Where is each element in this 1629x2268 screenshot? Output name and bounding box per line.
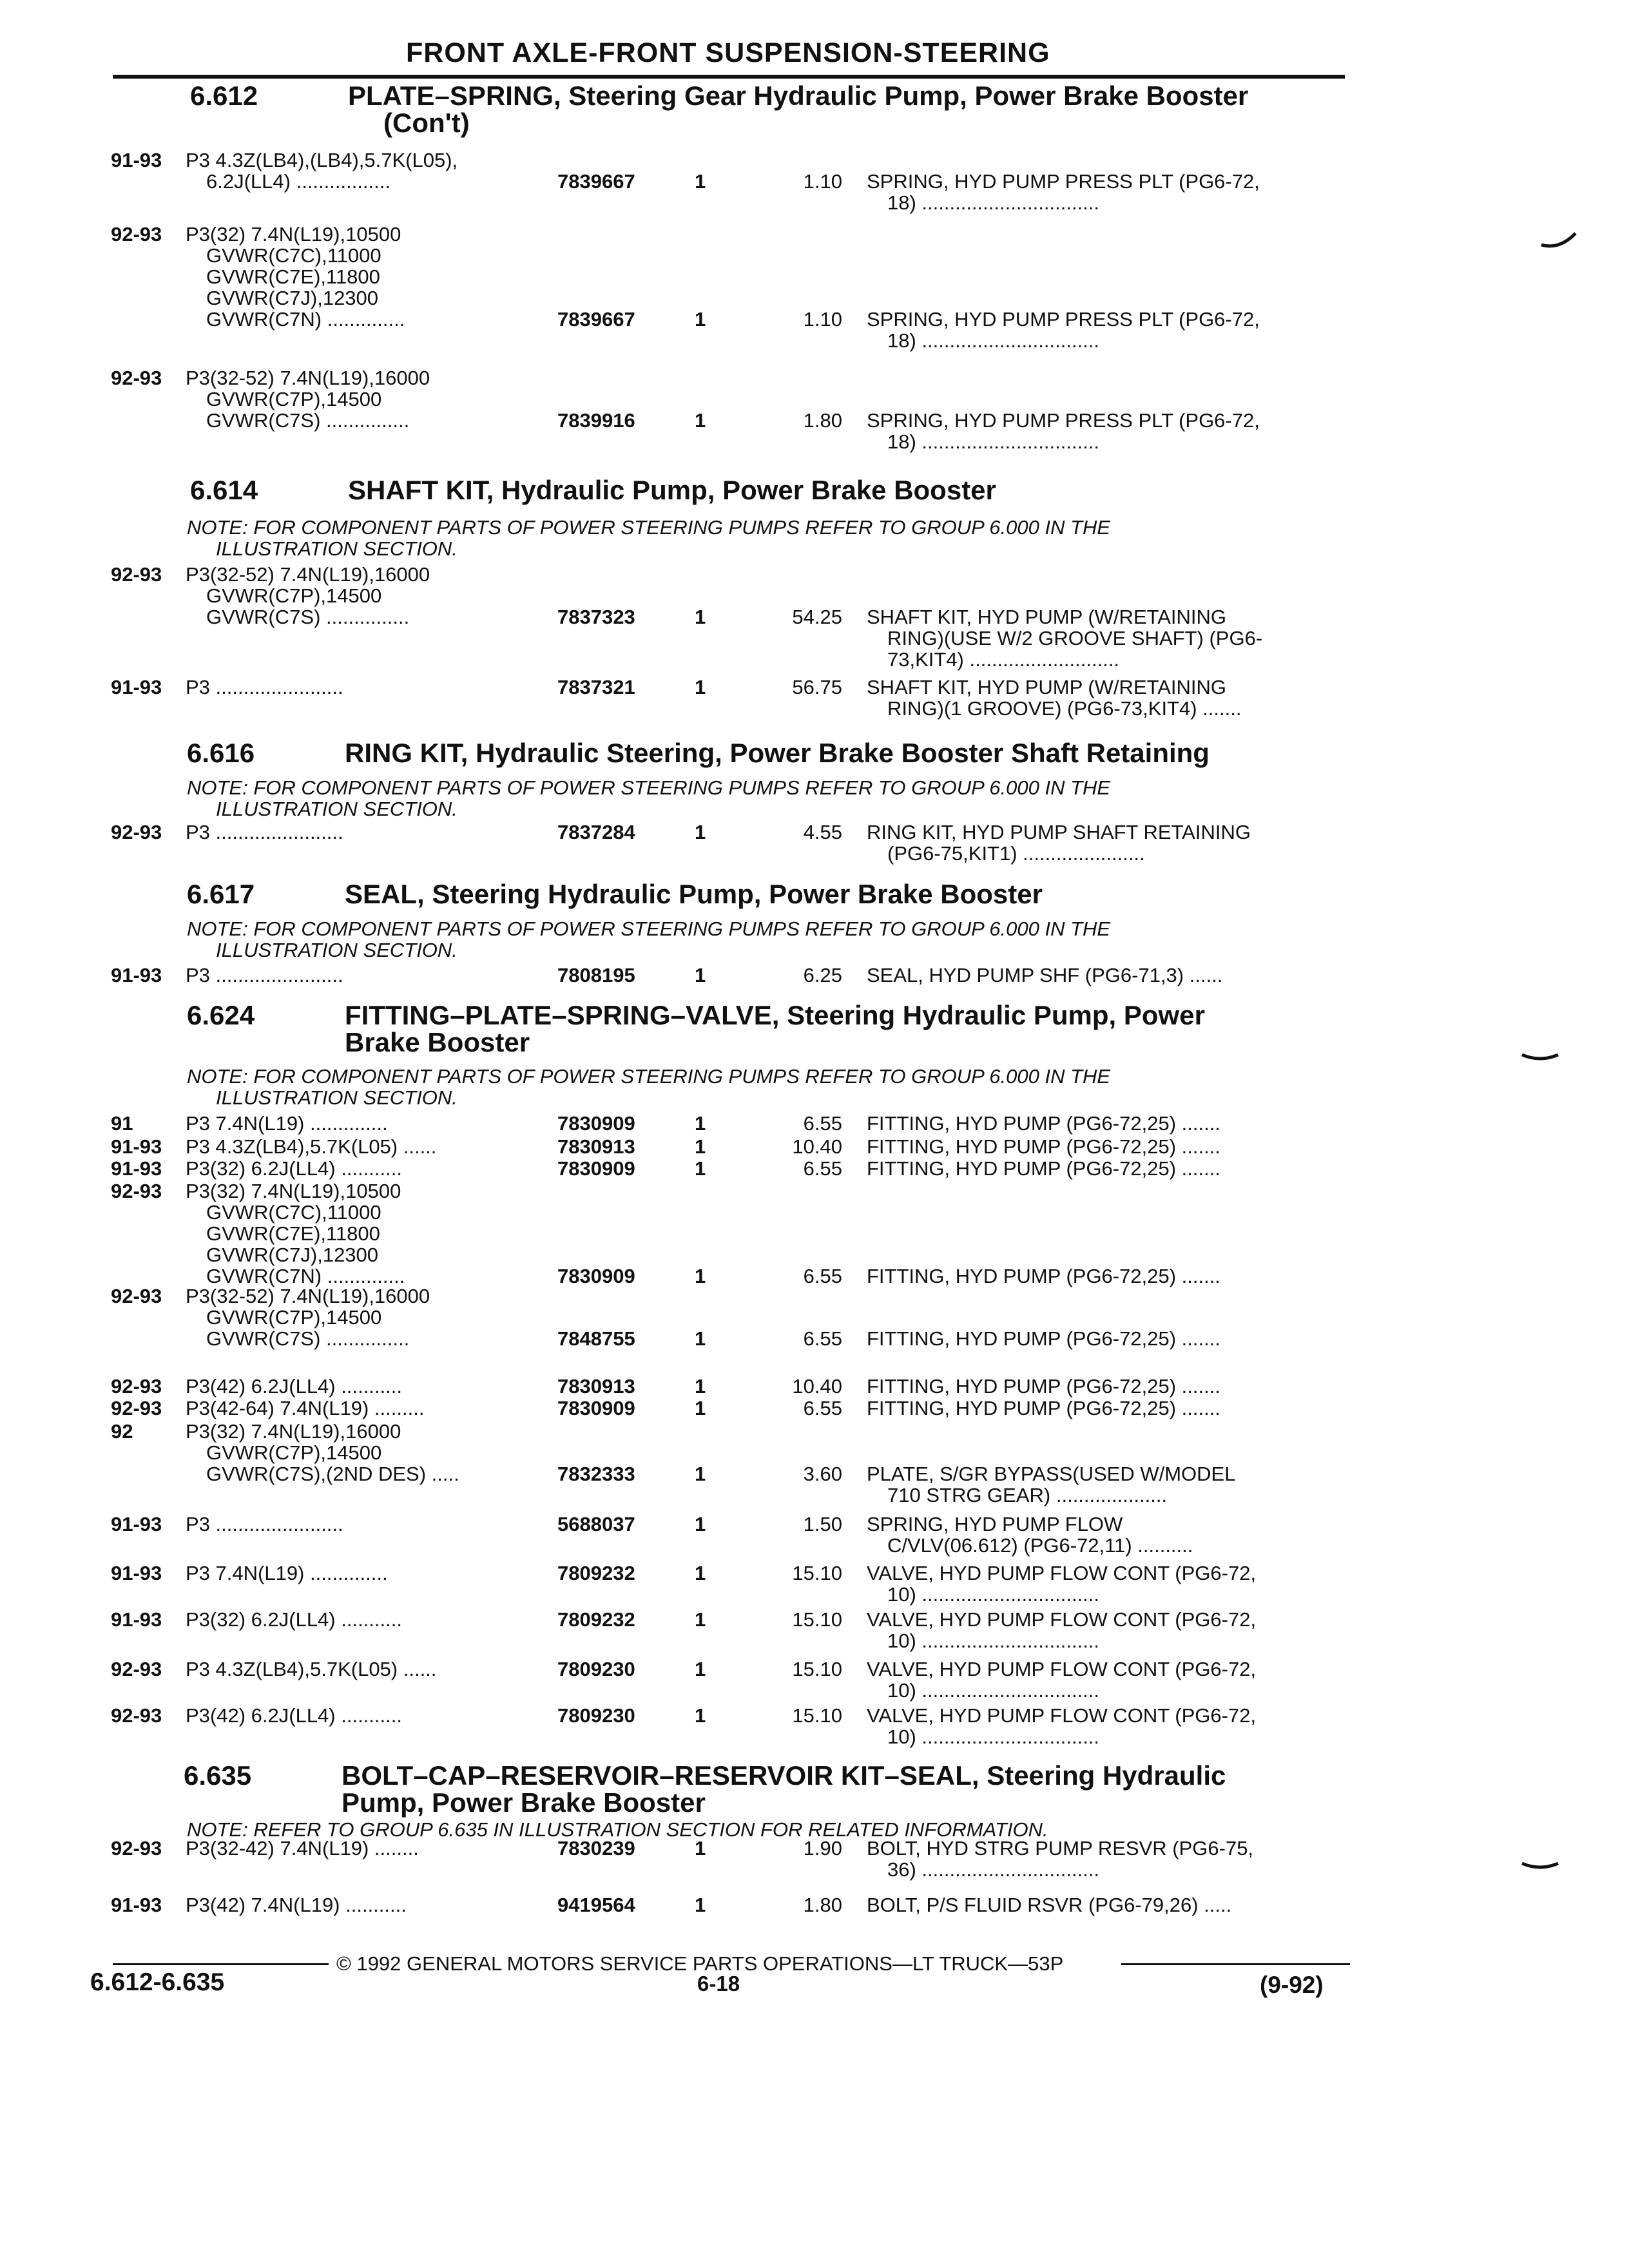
description-line: 10) ................................ <box>887 1679 1100 1702</box>
price: 3.60 <box>803 1463 842 1485</box>
description-line: FITTING, HYD PUMP (PG6-72,25) ....... <box>867 1265 1220 1287</box>
section-title <box>345 881 1479 908</box>
description-line: SHAFT KIT, HYD PUMP (W/RETAINING <box>867 676 1227 698</box>
model-line: GVWR(C7C),11000 <box>206 1201 381 1224</box>
model-line: P3 4.3Z(LB4),5.7K(L05) ...... <box>186 1135 437 1158</box>
model-years: 91-93 <box>111 1894 162 1916</box>
part-description <box>867 1265 1347 1287</box>
part-number: 7830239 <box>557 1837 635 1860</box>
price: 15.10 <box>792 1608 842 1631</box>
section-note <box>187 1066 1110 1108</box>
section-note <box>187 517 1110 559</box>
note-line: ILLUSTRATION SECTION. <box>216 537 458 560</box>
model-years: 92-93 <box>111 1837 162 1860</box>
section-title-line: RING KIT, Hydraulic Steering, Power Brake Booster Shaft Retaining <box>345 738 1210 768</box>
header-rule <box>113 75 1345 79</box>
model-line: P3(32) 7.4N(L19),10500 <box>186 1180 401 1202</box>
footer-section-range: 6.612-6.635 <box>90 1968 225 1996</box>
description-line: SHAFT KIT, HYD PUMP (W/RETAINING <box>867 606 1227 628</box>
description-line: (PG6-75,KIT1) ...................... <box>887 842 1145 865</box>
part-number: 7832333 <box>557 1463 635 1485</box>
part-description <box>867 1398 1347 1419</box>
price: 10.40 <box>792 1375 842 1398</box>
model-line: P3 7.4N(L19) .............. <box>186 1562 388 1584</box>
part-description <box>867 1894 1347 1916</box>
section-note <box>187 777 1110 820</box>
model-line: P3(32) 6.2J(LL4) ........... <box>186 1608 402 1631</box>
model-application <box>186 224 405 330</box>
quantity: 1 <box>695 1157 706 1180</box>
part-number: 7809230 <box>557 1704 635 1727</box>
model-application <box>186 677 343 698</box>
section-title <box>348 477 1482 504</box>
model-years: 91-93 <box>111 1135 162 1158</box>
quantity: 1 <box>695 606 706 628</box>
part-number: 7839667 <box>557 308 635 331</box>
part-number: 7809232 <box>557 1608 635 1631</box>
part-description <box>867 309 1347 351</box>
model-application <box>186 1609 402 1630</box>
section-number: 6.614 <box>190 475 258 505</box>
model-line: P3 ....................... <box>186 676 343 698</box>
part-description <box>867 1136 1347 1157</box>
quantity: 1 <box>695 1608 706 1631</box>
price: 1.80 <box>803 1894 842 1916</box>
model-line: P3 4.3Z(LB4),5.7K(L05) ...... <box>186 1658 437 1680</box>
note-line: NOTE: FOR COMPONENT PARTS OF POWER STEERING PUMPS REFER TO GROUP 6.000 IN THE <box>187 918 1111 940</box>
model-application <box>186 1421 459 1485</box>
note-line: ILLUSTRATION SECTION. <box>216 939 458 961</box>
model-line: P3(42-64) 7.4N(L19) ......... <box>186 1397 425 1419</box>
section-number: 6.617 <box>187 879 255 909</box>
part-description <box>867 1838 1347 1880</box>
section-title-line: Brake Booster <box>345 1027 530 1057</box>
model-application <box>186 1894 407 1916</box>
model-application <box>186 965 343 986</box>
note-line: ILLUSTRATION SECTION. <box>216 1086 458 1109</box>
price: 15.10 <box>792 1704 842 1727</box>
model-years: 92-93 <box>111 563 162 586</box>
description-line: VALVE, HYD PUMP FLOW CONT (PG6-72, <box>867 1562 1257 1584</box>
model-line: P3 7.4N(L19) .............. <box>186 1112 388 1135</box>
section-title-line: Pump, Power Brake Booster <box>342 1787 706 1818</box>
price: 1.80 <box>803 409 842 432</box>
model-line: P3 ....................... <box>186 821 343 843</box>
model-line: GVWR(C7E),11800 <box>206 1222 380 1245</box>
footer-rule-right <box>1121 1963 1350 1965</box>
quantity: 1 <box>695 1112 706 1135</box>
section-title <box>342 1762 1476 1816</box>
part-description <box>867 1328 1347 1349</box>
price: 1.10 <box>803 170 842 193</box>
model-line: P3(32-42) 7.4N(L19) ........ <box>186 1837 419 1860</box>
model-line: 6.2J(LL4) ................. <box>206 170 390 193</box>
model-line: GVWR(C7S) ............... <box>206 606 410 628</box>
price: 54.25 <box>792 606 842 628</box>
section-note <box>187 918 1110 961</box>
model-line: P3 ....................... <box>186 964 343 986</box>
section-title <box>348 82 1482 137</box>
quantity: 1 <box>695 308 706 331</box>
model-application <box>186 1705 402 1726</box>
description-line: BOLT, P/S FLUID RSVR (PG6-79,26) ..... <box>867 1894 1232 1916</box>
part-description <box>867 965 1347 986</box>
description-line: BOLT, HYD STRG PUMP RESVR (PG6-75, <box>867 1837 1254 1860</box>
model-application <box>186 1838 419 1859</box>
price: 15.10 <box>792 1562 842 1584</box>
model-years: 92-93 <box>111 1704 162 1727</box>
model-years: 91-93 <box>111 1157 162 1180</box>
footer-rule-left <box>113 1963 329 1965</box>
model-application <box>186 1514 343 1535</box>
description-line: RING)(1 GROOVE) (PG6-73,KIT4) ....... <box>887 697 1242 720</box>
model-line: GVWR(C7J),12300 <box>206 287 379 309</box>
part-description <box>867 1562 1347 1605</box>
model-line: GVWR(C7S) ............... <box>206 1327 410 1350</box>
description-line: 10) ................................ <box>887 1583 1100 1606</box>
part-description <box>867 410 1347 452</box>
price: 1.50 <box>803 1513 842 1535</box>
price: 6.55 <box>803 1112 842 1135</box>
model-application <box>186 1285 430 1349</box>
price: 6.25 <box>803 964 842 986</box>
part-number: 7830909 <box>557 1112 635 1135</box>
price: 10.40 <box>792 1135 842 1158</box>
description-line: SPRING, HYD PUMP PRESS PLT (PG6-72, <box>867 409 1260 432</box>
part-description <box>867 677 1347 719</box>
model-years: 92-93 <box>111 367 162 389</box>
model-years: 92-93 <box>111 1397 162 1419</box>
quantity: 1 <box>695 1837 706 1860</box>
model-line: P3(42) 6.2J(LL4) ........... <box>186 1375 402 1398</box>
description-line: VALVE, HYD PUMP FLOW CONT (PG6-72, <box>867 1704 1257 1727</box>
quantity: 1 <box>695 409 706 432</box>
quantity: 1 <box>695 964 706 986</box>
price: 6.55 <box>803 1265 842 1287</box>
model-line: GVWR(C7P),14500 <box>206 1306 382 1329</box>
price: 4.55 <box>803 821 842 843</box>
price: 1.10 <box>803 308 842 331</box>
model-line: GVWR(C7S),(2ND DES) ..... <box>206 1463 459 1485</box>
model-line: GVWR(C7E),11800 <box>206 265 380 288</box>
model-application <box>186 1136 436 1157</box>
description-line: SPRING, HYD PUMP PRESS PLT (PG6-72, <box>867 308 1260 331</box>
part-description <box>867 1463 1347 1506</box>
part-number: 7839916 <box>557 409 635 432</box>
description-line: 10) ................................ <box>887 1725 1100 1748</box>
model-application <box>186 1113 388 1134</box>
model-line: GVWR(C7C),11000 <box>206 244 381 267</box>
section-title-line: FITTING–PLATE–SPRING–VALVE, Steering Hydraulic Pump, Power <box>345 1000 1205 1030</box>
part-description <box>867 1158 1347 1179</box>
part-description <box>867 1705 1347 1747</box>
model-line: P3(32) 7.4N(L19),10500 <box>186 223 401 245</box>
model-application <box>186 1658 436 1680</box>
section-title-line: (Con't) <box>383 108 470 138</box>
description-line: 18) ................................ <box>887 430 1100 453</box>
model-line: GVWR(C7S) ............... <box>206 409 410 432</box>
model-years: 92-93 <box>111 223 162 245</box>
description-line: FITTING, HYD PUMP (PG6-72,25) ....... <box>867 1375 1220 1398</box>
quantity: 1 <box>695 1463 706 1485</box>
section-title-line: SHAFT KIT, Hydraulic Pump, Power Brake Booster <box>348 475 996 505</box>
note-line: NOTE: FOR COMPONENT PARTS OF POWER STEERING PUMPS REFER TO GROUP 6.000 IN THE <box>187 776 1111 799</box>
part-number: 7837321 <box>557 676 635 698</box>
model-line: GVWR(C7P),14500 <box>206 584 382 607</box>
quantity: 1 <box>695 1135 706 1158</box>
description-line: SPRING, HYD PUMP PRESS PLT (PG6-72, <box>867 170 1260 193</box>
quantity: 1 <box>695 1375 706 1398</box>
part-description <box>867 1658 1347 1701</box>
section-title <box>345 1002 1479 1056</box>
note-line: ILLUSTRATION SECTION. <box>216 798 458 820</box>
part-description <box>867 1376 1347 1397</box>
part-number: 7809232 <box>557 1562 635 1584</box>
part-number: 7830913 <box>557 1135 635 1158</box>
description-line: 18) ................................ <box>887 191 1100 214</box>
page-header-title: FRONT AXLE-FRONT SUSPENSION-STEERING <box>406 37 1050 68</box>
model-years: 92-93 <box>111 1375 162 1398</box>
part-number: 7830909 <box>557 1157 635 1180</box>
description-line: 18) ................................ <box>887 329 1100 352</box>
section-number: 6.612 <box>190 81 258 111</box>
model-application <box>186 822 343 843</box>
model-application <box>186 1562 388 1584</box>
price: 15.10 <box>792 1658 842 1680</box>
quantity: 1 <box>695 1327 706 1350</box>
model-years: 91-93 <box>111 1562 162 1584</box>
description-line: SEAL, HYD PUMP SHF (PG6-71,3) ...... <box>867 964 1223 986</box>
model-line: P3(32-52) 7.4N(L19),16000 <box>186 563 430 586</box>
model-years: 91-93 <box>111 1608 162 1631</box>
part-description <box>867 606 1347 670</box>
part-number: 7808195 <box>557 964 635 986</box>
quantity: 1 <box>695 1513 706 1535</box>
description-line: FITTING, HYD PUMP (PG6-72,25) ....... <box>867 1135 1220 1158</box>
part-number: 5688037 <box>557 1513 635 1535</box>
section-title-line: BOLT–CAP–RESERVOIR–RESERVOIR KIT–SEAL, Steering Hydraulic <box>342 1760 1226 1791</box>
description-line: 73,KIT4) ........................... <box>887 648 1120 671</box>
part-number: 7830909 <box>557 1397 635 1419</box>
margin-mark <box>1521 1041 1559 1066</box>
part-description <box>867 1609 1347 1651</box>
description-line: SPRING, HYD PUMP FLOW <box>867 1513 1123 1535</box>
part-number: 7830913 <box>557 1375 635 1398</box>
quantity: 1 <box>695 1704 706 1727</box>
part-number: 7837323 <box>557 606 635 628</box>
model-years: 92 <box>111 1420 133 1443</box>
model-application <box>186 1158 402 1179</box>
description-line: 10) ................................ <box>887 1629 1100 1652</box>
model-application <box>186 367 430 431</box>
model-line: P3 4.3Z(LB4),(LB4),5.7K(L05), <box>186 149 458 171</box>
note-line: NOTE: FOR COMPONENT PARTS OF POWER STEERING PUMPS REFER TO GROUP 6.000 IN THE <box>187 1065 1111 1088</box>
section-title-line: PLATE–SPRING, Steering Gear Hydraulic Pump, Power Brake Booster <box>348 81 1249 111</box>
part-description <box>867 1113 1347 1134</box>
model-application <box>186 1398 424 1419</box>
description-line: RING KIT, HYD PUMP SHAFT RETAINING <box>867 821 1251 843</box>
part-number: 7837284 <box>557 821 635 843</box>
description-line: RING)(USE W/2 GROOVE SHAFT) (PG6- <box>887 627 1263 649</box>
part-number: 7839667 <box>557 170 635 193</box>
note-line: NOTE: FOR COMPONENT PARTS OF POWER STEERING PUMPS REFER TO GROUP 6.000 IN THE <box>187 516 1111 539</box>
description-line: FITTING, HYD PUMP (PG6-72,25) ....... <box>867 1397 1220 1419</box>
quantity: 1 <box>695 676 706 698</box>
model-years: 91-93 <box>111 149 162 171</box>
quantity: 1 <box>695 1894 706 1916</box>
model-application <box>186 564 430 628</box>
model-years: 91-93 <box>111 1513 162 1535</box>
price: 1.90 <box>803 1837 842 1860</box>
model-application <box>186 1180 405 1287</box>
model-line: P3(42) 6.2J(LL4) ........... <box>186 1704 402 1727</box>
model-line: GVWR(C7N) .............. <box>206 308 405 331</box>
quantity: 1 <box>695 821 706 843</box>
model-years: 91-93 <box>111 964 162 986</box>
model-line: P3(32-52) 7.4N(L19),16000 <box>186 1285 430 1307</box>
part-number: 7830909 <box>557 1265 635 1287</box>
description-line: FITTING, HYD PUMP (PG6-72,25) ....... <box>867 1327 1220 1350</box>
model-years: 91-93 <box>111 676 162 698</box>
model-years: 91 <box>111 1112 133 1135</box>
quantity: 1 <box>695 170 706 193</box>
description-line: VALVE, HYD PUMP FLOW CONT (PG6-72, <box>867 1608 1257 1631</box>
footer-date: (9-92) <box>1260 1972 1324 1998</box>
note-line: NOTE: REFER TO GROUP 6.635 IN ILLUSTRATION SECTION FOR RELATED INFORMATION. <box>187 1818 1048 1841</box>
model-years: 92-93 <box>111 1285 162 1307</box>
description-line: 36) ................................ <box>887 1858 1100 1881</box>
description-line: PLATE, S/GR BYPASS(USED W/MODEL <box>867 1463 1236 1485</box>
part-description <box>867 1514 1347 1556</box>
section-number: 6.616 <box>187 738 255 768</box>
section-number: 6.635 <box>184 1760 252 1791</box>
description-line: 710 STRG GEAR) .................... <box>887 1484 1168 1506</box>
quantity: 1 <box>695 1562 706 1584</box>
model-years: 92-93 <box>111 1180 162 1202</box>
section-title-line: SEAL, Steering Hydraulic Pump, Power Brake Booster <box>345 879 1043 909</box>
price: 6.55 <box>803 1397 842 1419</box>
model-line: GVWR(C7J),12300 <box>206 1244 379 1266</box>
footer-page-number: 6-18 <box>697 1972 740 1995</box>
description-line: VALVE, HYD PUMP FLOW CONT (PG6-72, <box>867 1658 1257 1680</box>
model-line: GVWR(C7P),14500 <box>206 1441 382 1464</box>
price: 6.55 <box>803 1157 842 1180</box>
part-number: 9419564 <box>557 1894 635 1916</box>
quantity: 1 <box>695 1397 706 1419</box>
model-line: P3(32) 6.2J(LL4) ........... <box>186 1157 402 1180</box>
model-line: P3(32) 7.4N(L19),16000 <box>186 1420 401 1443</box>
section-number: 6.624 <box>187 1000 255 1030</box>
price: 56.75 <box>792 676 842 698</box>
model-application <box>186 149 458 192</box>
model-line: P3(42) 7.4N(L19) ........... <box>186 1894 407 1916</box>
model-years: 92-93 <box>111 1658 162 1680</box>
quantity: 1 <box>695 1658 706 1680</box>
model-line: P3 ....................... <box>186 1513 343 1535</box>
margin-mark <box>1540 226 1579 251</box>
quantity: 1 <box>695 1265 706 1287</box>
model-line: GVWR(C7N) .............. <box>206 1265 405 1287</box>
model-line: GVWR(C7P),14500 <box>206 388 382 410</box>
model-years: 92-93 <box>111 821 162 843</box>
part-description <box>867 822 1347 864</box>
footer-copyright: © 1992 GENERAL MOTORS SERVICE PARTS OPERATIONS—LT TRUCK—53P <box>336 1952 1064 1975</box>
model-line: P3(32-52) 7.4N(L19),16000 <box>186 367 430 389</box>
section-title <box>345 740 1479 767</box>
part-number: 7848755 <box>557 1327 635 1350</box>
description-line: FITTING, HYD PUMP (PG6-72,25) ....... <box>867 1157 1220 1180</box>
part-description <box>867 171 1347 213</box>
model-application <box>186 1376 402 1397</box>
margin-mark <box>1521 1849 1559 1875</box>
description-line: FITTING, HYD PUMP (PG6-72,25) ....... <box>867 1112 1220 1135</box>
price: 6.55 <box>803 1327 842 1350</box>
description-line: C/VLV(06.612) (PG6-72,11) .......... <box>887 1534 1193 1557</box>
part-number: 7809230 <box>557 1658 635 1680</box>
